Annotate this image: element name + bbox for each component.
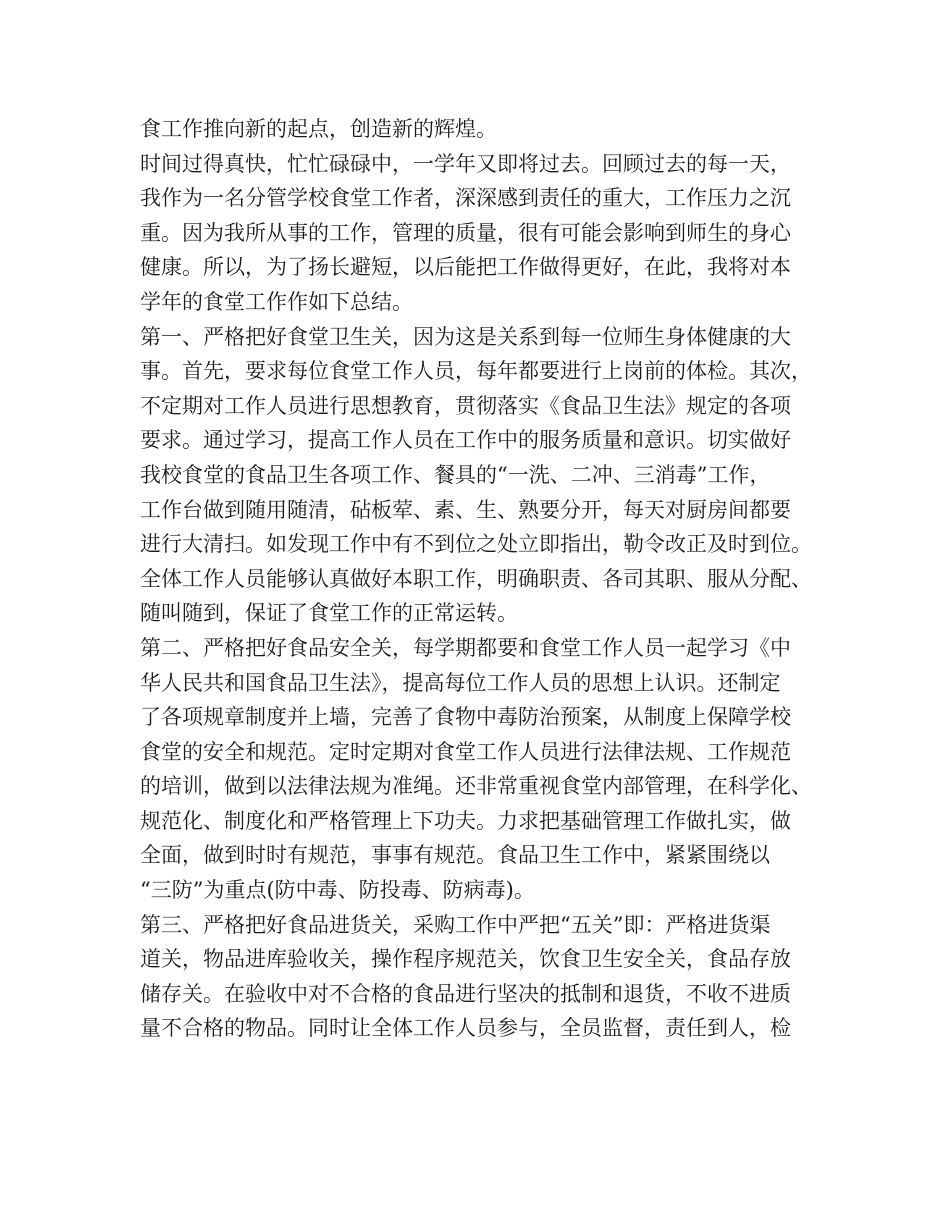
text-line: 第一、严格把好食堂卫生关，因为这是关系到每一位师生身体健康的大 [140,324,791,349]
text-line: 量不合格的物品。同时让全体工作人员参与，全员监督，责任到人，检 [140,1016,791,1041]
text-line: 华人民共和国食品卫生法》，提高每位工作人员的思想上认识。还制定 [140,670,781,695]
text-line: 学年的食堂工作作如下总结。 [140,289,413,314]
text-line: 全体工作人员能够认真做好本职工作，明确职责、各司其职、服从分配、 [140,566,812,591]
text-line: 工作台做到随用随清，砧板荤、素、生、熟要分开，每天对厨房间都要 [140,497,791,522]
text-line: 时间过得真快，忙忙碌碌中，一学年又即将过去。回顾过去的每一天， [140,151,791,176]
text-line: 我校食堂的食品卫生各项工作、餐具的“一洗、二冲、三消毒”工作， [140,462,771,487]
text-line: 食堂的安全和规范。定时定期对食堂工作人员进行法律法规、工作规范 [140,739,791,764]
text-line: 了各项规章制度并上墙，完善了食物中毒防治预案，从制度上保障学校 [140,705,791,730]
text-line: 食工作推向新的起点，创造新的辉煌。 [140,117,497,141]
text-line: “三防”为重点(防中毒、防投毒、防病毒)。 [140,878,535,903]
text-line: 道关，物品进库验收关，操作程序规范关，饮食卫生安全关，食品存放 [140,947,791,972]
text-line: 第二、严格把好食品安全关，每学期都要和食堂工作人员一起学习《中 [140,635,791,660]
text-line: 的培训，做到以法律法规为准绳。还非常重视食堂内部管理，在科学化、 [140,774,812,799]
text-line: 不定期对工作人员进行思想教育，贯彻落实《食品卫生法》规定的各项 [140,393,791,418]
text-line: 第三、严格把好食品进货关，采购工作中严把“五关”即：严格进货渠 [140,912,771,937]
text-line: 进行大清扫。如发现工作中有不到位之处立即指出，勒令改正及时到位。 [140,532,812,557]
text-line: 健康。所以，为了扬长避短，以后能把工作做得更好，在此，我将对本 [140,255,791,280]
text-line: 规范化、制度化和严格管理上下功夫。力求把基础管理工作做扎实，做 [140,808,791,833]
text-line: 事。首先，要求每位食堂工作人员，每年都要进行上岗前的体检。其次， [140,359,812,384]
text-line: 重。因为我所从事的工作，管理的质量，很有可能会影响到师生的身心 [140,220,791,245]
text-line: 要求。通过学习，提高工作人员在工作中的服务质量和意识。切实做好 [140,428,791,453]
document-body [140,112,830,1046]
text-line: 全面，做到时时有规范，事事有规范。食品卫生工作中，紧紧围绕以 [140,843,770,868]
text-line: 随叫随到，保证了食堂工作的正常运转。 [140,601,518,626]
text-line: 我作为一名分管学校食堂工作者，深深感到责任的重大，工作压力之沉 [140,186,791,211]
text-line: 储存关。在验收中对不合格的食品进行坚决的抵制和退货，不收不进质 [140,981,791,1006]
